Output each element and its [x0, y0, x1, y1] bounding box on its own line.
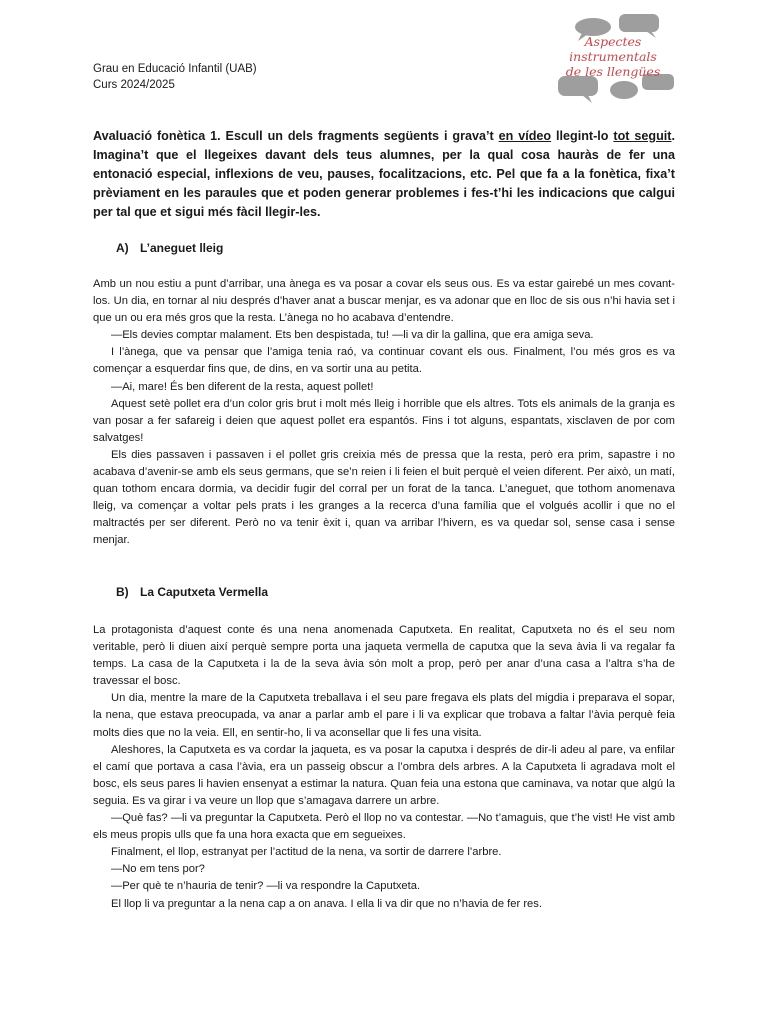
story-b-paragraph: Aleshores, la Caputxeta es va cordar la jaqueta, es va posar la caputxa i després de dir-li adeu al pare, va enfilar el camí que portava a casa l’àvia, era un passeig obscur a l’ombra dels arbres. A la Caputxeta li agradava molt el bosc, els seus pares li havien ensenyat a estimar la natura. Quan feia una estona que caminava, va notar que algú la seguia. Es va girar i va veure un llop que s’amagava darrere un arbre.: [93, 743, 675, 807]
section-b-letter: B): [116, 585, 129, 599]
course-info: [93, 61, 257, 93]
section-a-title: [116, 241, 223, 255]
story-b-paragraph: Finalment, el llop, estranyat per l’actitud de la nena, va sortir de darrere l’arbre.: [111, 846, 502, 859]
story-b-paragraph: Un dia, mentre la mare de la Caputxeta treballava i el seu pare fregava els plats del migdia i preparava el sopar, la nena, que estava preocupada, va anar a parlar amb el pare i li va explicar que trobava a faltar l’àvia perquè feia molts dies que no la veia. Ell, en sentir-ho, li va aconsellar que li fes una visita.: [93, 692, 675, 739]
story-a-paragraph: Aquest setè pollet era d’un color gris brut i molt més lleig i horrible que els altres. Tots els animals de la granja es van posar a fer safareig i deien que aquest pollet era espantós. Fins i tot alguns, espantats, xisclaven de por com salvatges!: [93, 397, 675, 444]
course-degree: Grau en Educació Infantil (UAB): [93, 63, 257, 75]
story-a-paragraph: Amb un nou estiu a punt d’arribar, una ànega es va posar a covar els seus ous. Es va estar gairebé un mes covant-los. Un dia, en tornar al niu després d’haver anat a buscar menjar, es va adonar que en lloc de sis ous n’hi havia set i que un ou era més gros que la resta. L’ànega no ho acabava d’entendre.: [93, 278, 675, 325]
section-b-name: La Caputxeta Vermella: [140, 585, 269, 599]
logo-text-line2: de les llengües: [565, 64, 661, 79]
course-logo: [548, 12, 678, 104]
section-a-letter: A): [116, 241, 129, 255]
story-b-paragraph: —Què fas? —li va preguntar la Caputxeta. Però el llop no va contestar. —No t’amaguis, que t’he vist! He vist amb els meus propis ulls que fa una hora exacta que em segueixes.: [93, 812, 675, 842]
story-b-paragraph: —No em tens por?: [111, 863, 205, 876]
instruction-part3: . Imagina’t que el llegeixes davant dels teus alumnes, per la qual cosa hauràs de fer una entonació especial, inflexions de veu, pauses, focalitzacions, etc. Pel que fa a la fonètica, fixa’t prèviament en les paraules que et poden generar problemes i fes-t’hi les indicacions que calgui per tal que et sigui més fàcil llegir-les.: [93, 129, 676, 219]
story-b-paragraph: El llop li va preguntar a la nena cap a on anava. I ella li va dir que no n’havia de fer res.: [111, 897, 542, 910]
story-a-paragraph: —Els devies comptar malament. Ets ben despistada, tu! —li va dir la gallina, que era amiga seva.: [111, 329, 594, 342]
instruction-part1: Avaluació fonètica 1. Escull un dels fragments següents i grava’t: [93, 129, 499, 143]
story-a-text: [93, 276, 675, 550]
section-a-name: L’aneguet lleig: [140, 241, 224, 255]
assignment-instruction: [93, 127, 675, 222]
instruction-part2: llegint-lo: [551, 129, 614, 143]
story-b-text: [93, 622, 675, 913]
course-year: Curs 2024/2025: [93, 79, 175, 91]
section-b-title: [116, 585, 268, 599]
story-b-paragraph: —Per què te n’hauria de tenir? —li va respondre la Caputxeta.: [111, 880, 421, 893]
story-a-paragraph: I l’ànega, que va pensar que l’amiga tenia raó, va continuar covant els ous. Finalment, l’ou més gros es va començar a esquerdar fins que, de dins, en va sortir una au petita.: [93, 346, 675, 376]
logo-text: [550, 34, 676, 79]
instruction-immediately: tot seguit: [613, 129, 672, 143]
story-b-paragraph: La protagonista d’aquest conte és una nena anomenada Caputxeta. En realitat, Caputxeta no és el seu nom veritable, però li diuen així perquè sempre porta una jaqueta vermella de caputxa que la seva àvia li va regalar fa temps. La casa de la Caputxeta i la de la seva àvia són molt a prop, però per anar d’una casa a l’altra s’ha de travessar el bosc.: [93, 624, 675, 688]
logo-text-line1: Aspectes instrumentals: [569, 34, 657, 64]
story-a-paragraph: —Ai, mare! És ben diferent de la resta, aquest pollet!: [111, 380, 374, 393]
instruction-video: en vídeo: [498, 129, 552, 143]
story-a-paragraph: Els dies passaven i passaven i el pollet gris creixia més de pressa que la resta, però era prim, sapastre i no acabava d’avenir-se amb els seus germans, que se’n reien i li feien el buit perquè el veien diferent. Per això, un matí, quan tothom encara dormia, va decidir fugir del corral per un forat de la tanca. L’aneguet, que tothom anomenava lleig, va començar a voltar pels prats i les granges a la recerca d’una família que el volgués acollir i que no el maltractés per ser diferent. Però no va tenir èxit i, quan va arribar l’hivern, es va quedar sol, sense casa i sense menjar.: [93, 448, 675, 547]
